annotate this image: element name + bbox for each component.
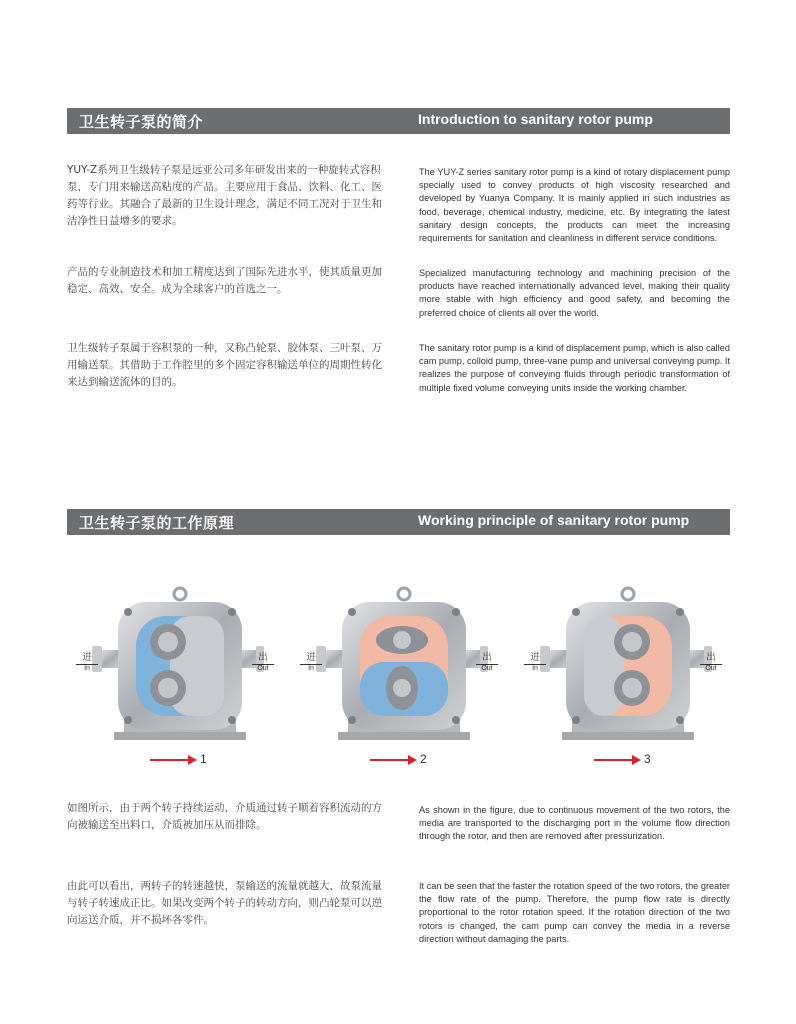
section-header-introduction [67, 108, 730, 134]
arrow-head-icon [632, 755, 641, 765]
intro-paragraph-en-1: The YUY-Z series sanitary rotor pump is a kind of rotary displacement pump specially used to convey products of high viscosity researched and developed by Yuanya Company. It is mainly applied in such industries as food, beverage, chemical industry, medicine, etc. By integrating the latest sanitary design concepts, the products can meet the increasing requirements for sanitation and cleanliness in different service conditions. [419, 167, 730, 244]
pump-illustration-step-3 [536, 584, 712, 744]
arrow-line [150, 759, 190, 761]
principle-paragraph-en-2: It can be seen that the faster the rotation speed of the two rotors, the greater the flow rate of the pump. Therefore, the pump flow rate is directly proportional to the rotor rotation speed. If the rotation direction of the two rotors is changed, the cam pump can convey the media in a reverse direction without damaging the parts. [419, 881, 730, 944]
step-number: 3 [644, 752, 651, 766]
principle-paragraph-zh-1: 如图所示，由于两个转子持续运动，介质通过转子顺着容积流动的方向被输送至出料口，介质被加压从而排除。 [67, 802, 382, 831]
outlet-label-3 [700, 652, 722, 673]
inlet-label-2 [300, 652, 322, 673]
step-arrow-3 [594, 752, 664, 768]
step-arrow-1 [150, 752, 220, 768]
pump-illustration-step-2 [312, 584, 488, 744]
intro-paragraph-en-2: Specialized manufacturing technology and machining precision of the products have reached internationally advanced level, making their quality more stable with high efficiency and good safety, and becoming the preferred choice of clients all over the world. [419, 268, 730, 318]
outlet-label-2 [476, 652, 498, 673]
intro-paragraph-en-3: The sanitary rotor pump is a kind of displacement pump, which is also called cam pump, colloid pump, three-vane pump and universal conveying pump. It realizes the purpose of conveying fluids through periodic transformation of multiple fixed volume conveying units inside the working chamber. [419, 343, 731, 393]
outlet-label-1 [252, 652, 274, 673]
outlet-en: Out [705, 665, 717, 672]
section-title-zh: 卫生转子泵的简介 [79, 113, 204, 131]
arrow-head-icon [188, 755, 197, 765]
arrow-line [370, 759, 410, 761]
intro-paragraph-zh-2: 产品的专业制造技术和加工精度达到了国际先进水平，使其质量更加稳定、高效、安全。成为全球客户的首选之一。 [67, 266, 382, 295]
inlet-zh: 进 [306, 652, 316, 663]
arrow-line [594, 759, 634, 761]
arrow-head-icon [408, 755, 417, 765]
section-title-zh: 卫生转子泵的工作原理 [79, 514, 235, 532]
outlet-en: Out [481, 665, 493, 672]
step-number: 1 [200, 752, 207, 766]
inlet-en: In [84, 665, 90, 672]
section-title-en: Introduction to sanitary rotor pump [418, 111, 653, 127]
intro-paragraph-zh-1: YUY-Z系列卫生级转子泵是远亚公司多年研发出来的一种旋转式容积泵，专门用来输送高粘度的产品。主要应用于食品、饮料、化工、医药等行业。其融合了最新的卫生设计理念，满足不同工况对于卫生和洁净性日益增多的要求。 [67, 164, 382, 227]
inlet-en: In [308, 665, 314, 672]
inlet-zh: 进 [82, 652, 92, 663]
outlet-zh: 出 [482, 652, 492, 663]
section-header-working-principle [67, 509, 730, 535]
inlet-label-1 [76, 652, 98, 673]
outlet-en: Out [257, 665, 269, 672]
step-arrow-2 [370, 752, 440, 768]
intro-paragraph-zh-3: 卫生级转子泵属于容积泵的一种，又称凸轮泵、胶体泵、三叶泵、万用输送泵。其借助于工作腔里的多个固定容积输送单位的周期性转化来达到输送流体的目的。 [67, 342, 382, 388]
outlet-zh: 出 [706, 652, 716, 663]
inlet-zh: 进 [530, 652, 540, 663]
inlet-label-3 [524, 652, 546, 673]
step-number: 2 [420, 752, 427, 766]
principle-paragraph-en-1: As shown in the figure, due to continuous movement of the two rotors, the media are transported to the discharging port in the volume flow direction through the rotor, and then are removed after pressurization. [419, 805, 730, 842]
pump-illustration-step-1 [88, 584, 264, 744]
inlet-en: In [532, 665, 538, 672]
section-title-en: Working principle of sanitary rotor pump [418, 512, 690, 528]
outlet-zh: 出 [258, 652, 268, 663]
principle-paragraph-zh-2: 由此可以看出，两转子的转速越快，泵输送的流量就越大，故泵流量与转子转速成正比。如果改变两个转子的转动方向，则凸轮泵可以逆向运送介质，并不损坏各零件。 [67, 880, 382, 926]
